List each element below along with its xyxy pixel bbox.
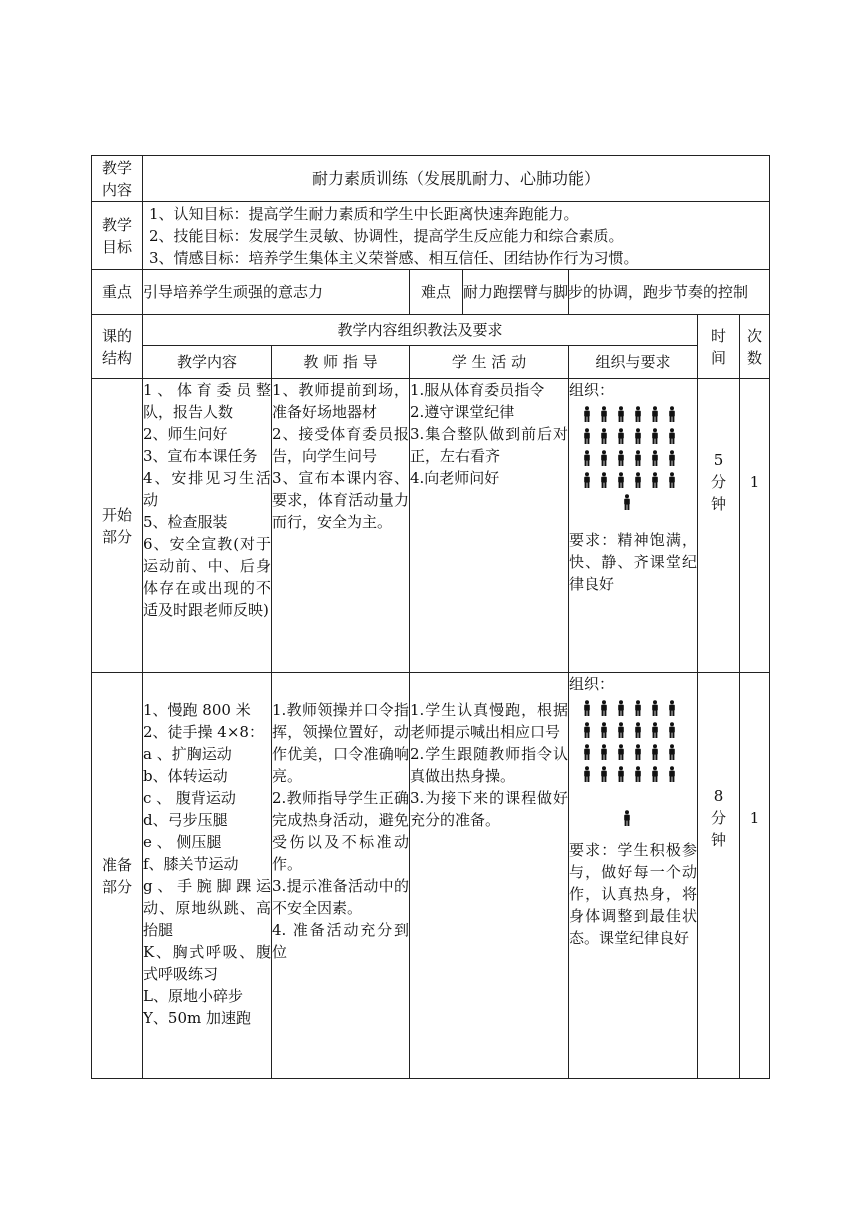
person-icon: [600, 472, 608, 488]
list-item: 2.遵守课堂纪律: [410, 403, 515, 421]
section-start-name-text: 开始 部分: [101, 505, 132, 546]
list-item: Y、50m 加速跑: [143, 1009, 251, 1027]
person-icon: [668, 744, 676, 760]
org-label: 组织：: [569, 381, 615, 399]
person-icon: [634, 450, 642, 466]
list-item: 3.提示准备活动中的不安全因素。: [272, 877, 409, 917]
person-icon: [617, 450, 625, 466]
list-item: c 、 腹背运动: [143, 789, 236, 807]
goals-label: [92, 202, 143, 270]
list-item: 2、师生问好: [143, 425, 228, 443]
list-item: 2、徒手操 4×8：: [143, 723, 264, 741]
person-icon: [651, 406, 659, 422]
person-icon: [634, 744, 642, 760]
content-label: [92, 156, 143, 202]
section-prep-org: [569, 673, 698, 1079]
formation-diagram: [569, 403, 697, 513]
list-item: 2.学生跟随教师指令认真做出热身操。: [410, 745, 568, 785]
time-header-text: 时 间: [710, 326, 726, 367]
org-requirement: 要求：精神饱满，快、静、齐课堂纪律良好: [569, 531, 697, 593]
goal-2: 2、技能目标：发展学生灵敏、协调性，提高学生反应能力和综合素质。: [149, 226, 624, 245]
formation-diagram: [569, 697, 697, 829]
person-icon: [634, 766, 642, 782]
person-icon: [617, 722, 625, 738]
person-icon: [583, 722, 591, 738]
list-item: 1、慢跑 800 米: [143, 701, 251, 719]
person-icon: [600, 766, 608, 782]
content-value: 耐力素质训练（发展肌耐力、心肺功能）: [143, 156, 770, 202]
person-icon: [651, 744, 659, 760]
list-item: 1、教师提前到场，准备好场地器材: [272, 381, 409, 421]
key-value: 引导培养学生顽强的意志力: [143, 270, 410, 315]
section-start-time-text: 5 分 钟: [710, 451, 726, 513]
section-start-student: [410, 379, 569, 673]
difficulty-label: 难点: [410, 270, 463, 314]
person-icon: [600, 722, 608, 738]
count-header: [740, 315, 770, 379]
section-start-teacher: [272, 379, 410, 673]
formation-row: [583, 697, 697, 719]
person-icon: [668, 766, 676, 782]
section-prep-count-text: 1: [749, 809, 760, 827]
section-prep-name: [92, 673, 143, 1079]
section-start-name: [92, 379, 143, 673]
formation-row: [583, 469, 697, 491]
lesson-plan-table: [91, 155, 770, 1079]
person-icon: [668, 450, 676, 466]
section-start-content: [143, 379, 272, 673]
formation-row: [583, 741, 697, 763]
person-icon: [583, 428, 591, 444]
section-prep-content: [143, 673, 272, 1079]
formation-teacher-row: [623, 807, 697, 829]
org-label: 组织：: [569, 675, 615, 693]
section-prep-name-text: 准备 部分: [101, 855, 132, 896]
person-icon: [617, 428, 625, 444]
list-item: 1.服从体育委员指令: [410, 381, 545, 399]
section-prep-count: [740, 673, 770, 1079]
person-icon: [583, 406, 591, 422]
list-item: 3.集合整队做到前后对正，左右看齐: [410, 425, 568, 465]
content-label-text: 教学 内容: [101, 158, 132, 199]
list-item: e 、 侧压腿: [143, 833, 222, 851]
formation-row: [583, 425, 697, 447]
formation-row: [583, 763, 697, 785]
person-icon: [623, 810, 631, 826]
section-prep-teacher: [272, 673, 410, 1079]
person-icon: [623, 494, 631, 510]
formation-row: [583, 403, 697, 425]
person-icon: [600, 700, 608, 716]
section-start-count: [740, 379, 770, 673]
list-item: 3.为接下来的课程做好充分的准备。: [410, 789, 568, 829]
list-item: 5、检查服装: [143, 513, 228, 531]
person-icon: [634, 722, 642, 738]
section-start-org: [569, 379, 698, 673]
org-requirement: 要求：学生积极参与，做好每一个动作，认真热身，将身体调整到最佳状态。课堂纪律良好: [569, 841, 697, 947]
person-icon: [617, 766, 625, 782]
section-prep-time-text: 8 分 钟: [710, 787, 726, 849]
student-header: 学 生 活 动: [410, 346, 569, 379]
list-item: 1.学生认真慢跑，根据老师提示喊出相应口号: [410, 701, 568, 741]
structure-header-text: 课的 结构: [101, 326, 132, 367]
list-item: g、手腕脚踝运动、原地纵跳、高抬腿: [143, 877, 271, 939]
person-icon: [668, 472, 676, 488]
formation-row: [583, 447, 697, 469]
list-item: 1、体育委员整队，报告人数: [143, 381, 271, 421]
person-icon: [617, 744, 625, 760]
person-icon: [634, 406, 642, 422]
person-icon: [651, 428, 659, 444]
time-header: [698, 315, 740, 379]
person-icon: [651, 766, 659, 782]
person-icon: [600, 428, 608, 444]
person-icon: [634, 428, 642, 444]
formation-row: [583, 719, 697, 741]
list-item: L、原地小碎步: [143, 987, 243, 1005]
list-item: 1.教师领操并口令指挥，领操位置好，动作优美，口令准确响亮。: [272, 701, 409, 785]
person-icon: [651, 722, 659, 738]
structure-header: [92, 315, 143, 379]
goals-label-text: 教学 目标: [101, 215, 132, 256]
goal-3: 3、情感目标：培养学生集体主义荣誉感、相互信任、团结协作行为习惯。: [149, 248, 639, 267]
person-icon: [583, 766, 591, 782]
list-item: 4. 准备活动充分到位: [272, 921, 409, 961]
person-icon: [600, 406, 608, 422]
list-item: K、胸式呼吸、腹式呼吸练习: [143, 943, 271, 983]
person-icon: [668, 722, 676, 738]
person-icon: [617, 472, 625, 488]
list-item: 2.教师指导学生正确完成热身活动，避免受伤以及不标准动作。: [272, 789, 409, 873]
person-icon: [651, 472, 659, 488]
person-icon: [600, 744, 608, 760]
formation-teacher-row: [623, 491, 697, 513]
list-item: 6、安全宣教(对于运动前、中、后身体存在或出现的不适及时跟老师反映): [143, 535, 271, 619]
person-icon: [634, 700, 642, 716]
list-item: d、弓步压腿: [143, 811, 228, 829]
section-prep-time: [698, 673, 740, 1079]
section-start-time: [698, 379, 740, 673]
person-icon: [617, 406, 625, 422]
count-header-text: 次 数: [747, 326, 763, 367]
person-icon: [617, 700, 625, 716]
person-icon: [651, 450, 659, 466]
org-header: 组织与要求: [569, 346, 698, 379]
person-icon: [583, 450, 591, 466]
person-icon: [583, 700, 591, 716]
teacher-header: 教 师 指 导: [272, 346, 410, 379]
key-label: 重点: [92, 270, 143, 315]
person-icon: [583, 472, 591, 488]
list-item: 3、宣布本课内容、要求，体育活动量力而行，安全为主。: [272, 469, 409, 531]
content-header: 教学内容: [143, 346, 272, 379]
group-header: 教学内容组织教法及要求: [143, 315, 698, 346]
list-item: f、膝关节运动: [143, 855, 239, 873]
difficulty-value: 耐力跑摆臂与脚步的协调，跑步节奏的控制: [463, 270, 664, 315]
goals-list: [143, 202, 770, 270]
goal-1: 1、认知目标：提高学生耐力素质和学生中长距离快速奔跑能力。: [149, 204, 579, 223]
section-start-count-text: 1: [749, 473, 760, 491]
person-icon: [600, 450, 608, 466]
list-item: 2、接受体育委员报告，向学生问号: [272, 425, 409, 465]
person-icon: [651, 700, 659, 716]
person-icon: [668, 700, 676, 716]
person-icon: [668, 406, 676, 422]
list-item: 4.向老师问好: [410, 469, 500, 487]
person-icon: [668, 428, 676, 444]
section-prep-student: [410, 673, 569, 1079]
person-icon: [583, 744, 591, 760]
list-item: a 、扩胸运动: [143, 745, 232, 763]
person-icon: [634, 472, 642, 488]
list-item: 4、安排见习生活动: [143, 469, 271, 509]
list-item: b、体转运动: [143, 767, 228, 785]
list-item: 3、宣布本课任务: [143, 447, 258, 465]
